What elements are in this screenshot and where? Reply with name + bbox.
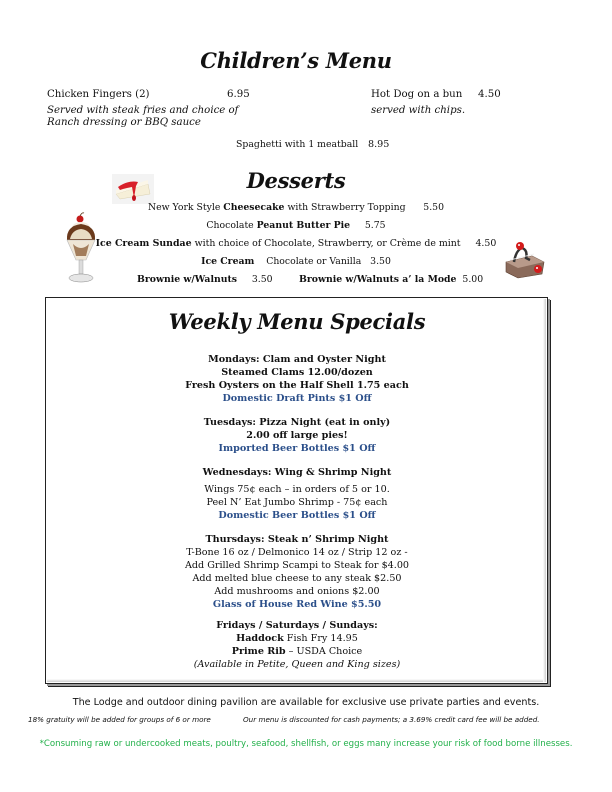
weekly-specials-title: Weekly Menu Specials xyxy=(168,309,426,334)
wednesday-line-2: Peel N’ Eat Jumbo Shrimp - 75¢ each xyxy=(206,497,388,508)
monday-drink-special: Domestic Draft Pints $1 Off xyxy=(222,393,372,404)
thursday-drink-special: Glass of House Red Wine $5.50 xyxy=(212,599,382,610)
weekend-heading: Fridays / Saturdays / Sundays: xyxy=(216,620,378,631)
cheesecake-image xyxy=(112,174,154,204)
desserts-title: Desserts xyxy=(246,168,346,193)
special-thursday xyxy=(46,533,548,611)
gratuity-note: 18% gratuity will be added for groups of 6 or more xyxy=(28,715,211,724)
thursday-line-1: T-Bone 16 oz / Delmonico 14 oz / Strip 12 oz - xyxy=(186,547,408,558)
monday-line-2: Fresh Oysters on the Half Shell 1.75 each xyxy=(185,380,409,391)
wednesday-drink-special: Domestic Beer Bottles $1 Off xyxy=(218,510,376,521)
special-monday xyxy=(46,353,548,405)
dessert-sundae: Ice Cream Sundae with choice of Chocolate, Strawberry, or Crème de mint 4.50 xyxy=(95,238,497,249)
thursday-line-4: Add mushrooms and onions $2.00 xyxy=(214,586,380,597)
special-tuesday xyxy=(46,416,548,455)
chicken-fingers-price: 6.95 xyxy=(227,89,250,100)
thursday-line-3: Add melted blue cheese to any steak $2.50 xyxy=(192,573,402,584)
monday-line-1: Steamed Clams 12.00/dozen xyxy=(221,367,373,378)
chicken-fingers-description-1: Served with steak fries and choice of xyxy=(47,105,239,116)
special-wednesday xyxy=(46,466,548,522)
spaghetti-price: 8.95 xyxy=(368,139,390,150)
chicken-fingers-name: Chicken Fingers (2) xyxy=(47,89,150,100)
weekend-size-note: (Available in Petite, Queen and King sizes) xyxy=(193,659,401,670)
spaghetti-name: Spaghetti with 1 meatball xyxy=(236,139,359,150)
wednesday-line-1: Wings 75¢ each – in orders of 5 or 10. xyxy=(204,484,390,495)
childrens-menu-title: Children’s Menu xyxy=(200,48,392,73)
wednesday-heading: Wednesdays: Wing & Shrimp Night xyxy=(202,467,392,478)
health-warning: *Consuming raw or undercooked meats, poultry, seafood, shellfish, or eggs many increase your risk of food borne illnesses. xyxy=(39,739,573,749)
hot-dog-description: served with chips. xyxy=(371,105,466,116)
sundae-image xyxy=(64,212,98,286)
brownie-image xyxy=(502,236,546,280)
hot-dog-price: 4.50 xyxy=(478,89,501,100)
hot-dog-name: Hot Dog on a bun xyxy=(371,89,463,100)
weekend-prime-rib: Prime Rib – USDA Choice xyxy=(231,646,363,657)
dessert-brownie: Brownie w/Walnuts 3.50 xyxy=(137,274,273,285)
dessert-brownie-a-la-mode: Brownie w/Walnuts a’ la Mode 5.00 xyxy=(299,274,484,285)
monday-heading: Mondays: Clam and Oyster Night xyxy=(208,354,386,365)
thursday-line-2: Add Grilled Shrimp Scampi to Steak for $4.00 xyxy=(184,560,410,571)
tuesday-line-1: 2.00 off large pies! xyxy=(246,430,348,441)
special-weekend xyxy=(46,619,548,671)
dessert-peanut-butter-pie: Chocolate Peanut Butter Pie 5.75 xyxy=(206,220,386,231)
thursday-heading: Thursdays: Steak n’ Shrimp Night xyxy=(205,534,389,545)
dessert-ice-cream: Ice Cream Chocolate or Vanilla 3.50 xyxy=(201,256,391,267)
chicken-fingers-description-2: Ranch dressing or BBQ sauce xyxy=(47,117,201,128)
tuesday-drink-special: Imported Beer Bottles $1 Off xyxy=(218,443,376,454)
cash-discount-note: Our menu is discounted for cash payments; a 3.69% credit card fee will be added. xyxy=(243,715,540,724)
weekend-haddock: Haddock Fish Fry 14.95 xyxy=(236,633,358,644)
dessert-cheesecake: New York Style Cheesecake with Strawberry Topping 5.50 xyxy=(148,202,444,213)
tuesday-heading: Tuesdays: Pizza Night (eat in only) xyxy=(203,417,391,428)
lodge-note: The Lodge and outdoor dining pavilion are available for exclusive use private parties and events. xyxy=(72,697,540,708)
